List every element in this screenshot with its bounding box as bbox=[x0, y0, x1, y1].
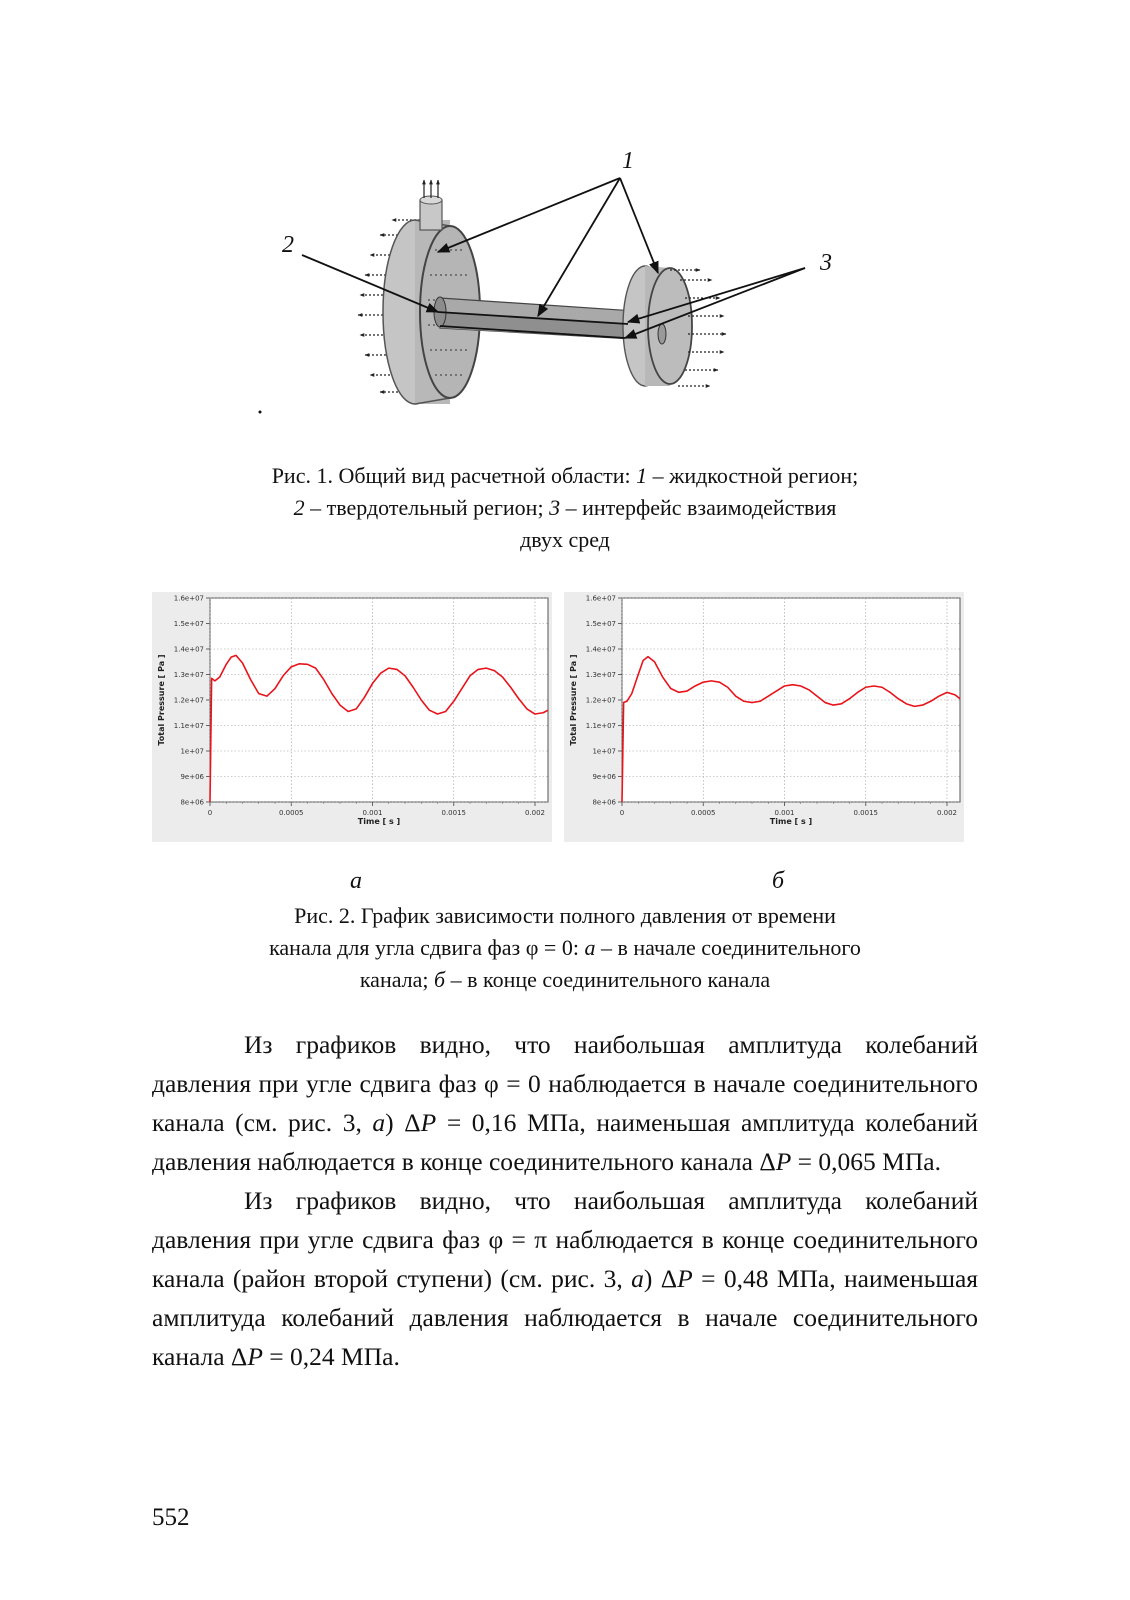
chart-a-label: а bbox=[350, 868, 362, 894]
y-tick-label: 1.1e+07 bbox=[173, 722, 204, 730]
paragraph-1: Из графиков видно, что наибольшая амплитуда колебаний давления при угле сдвига фаз φ = 0 наблюдается в начале соединительного канала (см. рис. 3, а) ΔP = 0,16 МПа, наименьшая амплитуда колебаний давления наблюдается в конце соединительного канала ΔP = 0,065 МПа. bbox=[152, 1030, 979, 1176]
figure-2-caption bbox=[150, 900, 980, 996]
callout-1: 1 bbox=[622, 148, 634, 174]
y-tick-label: 8e+06 bbox=[180, 798, 204, 807]
caption-line: канала; б – в конце соединительного канала bbox=[359, 967, 771, 992]
body-text bbox=[152, 1025, 978, 1376]
y-tick-label: 1.5e+07 bbox=[585, 620, 616, 628]
left-disk bbox=[358, 180, 480, 404]
x-axis-label: Time [ s ] bbox=[769, 817, 813, 826]
caption-line: двух сред bbox=[520, 527, 610, 552]
x-tick-label: 0.0015 bbox=[853, 809, 878, 817]
y-tick-label: 1.6e+07 bbox=[173, 594, 204, 603]
x-tick-label: 0.002 bbox=[524, 809, 546, 817]
callout-3: 3 bbox=[820, 250, 832, 276]
y-axis-label: Total Pressure [ Pa ] bbox=[157, 654, 166, 746]
y-axis-label: Total Pressure [ Pa ] bbox=[569, 654, 578, 746]
y-tick-label: 1e+07 bbox=[592, 747, 616, 756]
x-tick-label: 0.0005 bbox=[691, 809, 716, 817]
x-tick-label: 0.002 bbox=[936, 809, 958, 817]
caption-line: 2 – твердотельный регион; 3 – интерфейс взаимодействия bbox=[293, 495, 837, 520]
y-tick-label: 1e+07 bbox=[180, 747, 204, 756]
y-tick-label: 1.3e+07 bbox=[173, 671, 204, 679]
caption-line: Рис. 2. График зависимости полного давления от времени bbox=[294, 903, 836, 928]
page-number: 552 bbox=[152, 1504, 190, 1531]
y-tick-label: 1.3e+07 bbox=[585, 671, 616, 679]
x-tick-label: 0.001 bbox=[362, 809, 383, 817]
y-tick-label: 9e+06 bbox=[180, 773, 204, 781]
caption-line: Рис. 1. Общий вид расчетной области: 1 – жидкостной регион; bbox=[271, 463, 859, 488]
figure-1-caption bbox=[150, 460, 980, 556]
y-tick-label: 8e+06 bbox=[592, 798, 616, 807]
paragraph-2: Из графиков видно, что наибольшая амплитуда колебаний давления при угле сдвига фаз φ = π наблюдается в конце соединительного канала (район второй ступени) (см. рис. 3, а) ΔP = 0,48 МПа, наименьшая амплитуда колебаний давления наблюдается в начале соединительного канала ΔP = 0,24 МПа. bbox=[152, 1186, 979, 1371]
y-tick-label: 1.4e+07 bbox=[585, 645, 616, 654]
figure-1-illustration bbox=[282, 140, 860, 430]
y-tick-label: 1.2e+07 bbox=[173, 696, 204, 705]
x-axis-label: Time [ s ] bbox=[357, 817, 401, 826]
y-tick-label: 9e+06 bbox=[592, 773, 616, 781]
y-tick-label: 1.6e+07 bbox=[585, 594, 616, 603]
y-tick-label: 1.4e+07 bbox=[173, 645, 204, 654]
y-tick-label: 1.1e+07 bbox=[585, 722, 616, 730]
y-tick-label: 1.2e+07 bbox=[585, 696, 616, 705]
x-tick-label: 0.0005 bbox=[279, 809, 304, 817]
right-disk bbox=[623, 266, 726, 386]
x-tick-label: 0 bbox=[207, 809, 213, 817]
chart-b bbox=[564, 592, 964, 842]
chart-a bbox=[152, 592, 552, 842]
y-tick-label: 1.5e+07 bbox=[173, 620, 204, 628]
caption-line: канала для угла сдвига фаз φ = 0: а – в начале соединительного bbox=[269, 935, 861, 960]
callout-2: 2 bbox=[282, 232, 294, 258]
x-tick-label: 0.0015 bbox=[441, 809, 466, 817]
x-tick-label: 0.001 bbox=[774, 809, 795, 817]
chart-b-label: б bbox=[772, 868, 785, 894]
x-tick-label: 0 bbox=[619, 809, 625, 817]
